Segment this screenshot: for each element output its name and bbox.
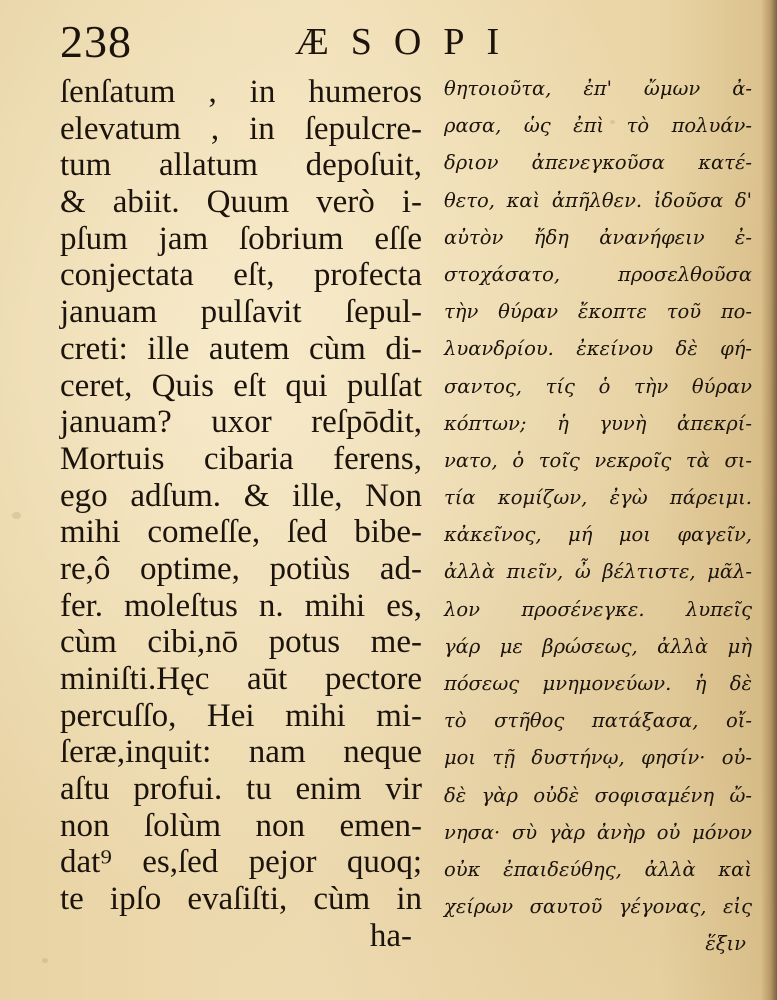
latin-text-line: fer. moleſtus n. mihi es, (60, 587, 422, 624)
greek-text-line: κἀκεῖνος, μή μοι φαγεῖν, (444, 523, 752, 547)
latin-text-line: januam? uxor reſpōdit, (60, 404, 422, 441)
latin-text-line: re,ô optime, potiùs ad- (60, 550, 422, 587)
paper-foxing-spot (12, 512, 21, 519)
latin-text-line: & abiit. Quum verò i- (60, 184, 422, 221)
greek-text-line: χείρων σαυτοῦ γέγονας, εἰς (444, 895, 752, 919)
latin-text-line: ceret, Quis eſt qui pulſat (60, 367, 422, 404)
greek-text-line: νατο, ὁ τοῖς νεκροῖς τὰ σι- (444, 448, 752, 472)
latin-text-line: dat⁹ es,ſed pejor quoq; (60, 844, 422, 881)
greek-text-line: πόσεως μνημονεύων. ἡ δὲ (444, 672, 752, 695)
greek-text-column (444, 70, 752, 963)
greek-text-line: θετο, καὶ ἀπῆλθεν. ἰδοῦσα δ' (444, 188, 752, 212)
greek-text-line: στοχάσατο, προσελθοῦσα (444, 262, 752, 286)
greek-text-line: γάρ με βρώσεως, ἀλλὰ μὴ (444, 634, 752, 658)
greek-text-line: οὐκ ἐπαιδεύθης, ἀλλὰ καὶ (444, 857, 752, 881)
latin-text-line: mihi comeſſe, ſed bibe- (60, 514, 422, 551)
latin-text-line: pſum jam ſobrium eſſe (60, 220, 422, 257)
greek-text-line: ρασα, ὡς ἐπὶ τὸ πολυάν- (444, 114, 752, 138)
latin-text-line: miniſti.Hęc aūt pectore (60, 661, 422, 697)
greek-text-line: μοι τῇ δυστήνῳ, φησίν· οὐ- (444, 746, 752, 770)
latin-text-line: Mortuis cibaria ferens, (60, 440, 422, 477)
greek-text-line: λυανδρίου. ἐκείνου δὲ φή- (444, 337, 752, 361)
latin-text-line: cùm cibi,nō potus me- (60, 624, 422, 661)
greek-text-line: θητοιοῦτα, ἐπ' ὤμων ἀ- (444, 77, 752, 100)
latin-text-line: ego adſum. & ille, Non (60, 477, 422, 514)
paper-foxing-spot (42, 958, 48, 963)
page-header (60, 14, 720, 70)
greek-text-line: τία κομίζων, ἐγὼ πάρειμι. (444, 486, 752, 510)
latin-text-line: elevatum , in ſepulcre- (60, 110, 422, 147)
latin-text-line: percuſſo, Hei mihi mi- (60, 697, 422, 734)
latin-text-line: januam pulſavit ſepul- (60, 294, 422, 331)
greek-text-line: τὸ στῆθος πατάξασα, οἴ- (444, 709, 752, 733)
latin-text-line: tum allatum depoſuit, (60, 147, 422, 184)
latin-text-line: ſeræ,inquit: nam neque (60, 734, 422, 771)
greek-text-line: νησα· σὺ γὰρ ἀνὴρ οὐ μόνον (444, 820, 752, 844)
greek-text-line: δὲ γὰρ οὐδὲ σοφισαμένη ὤ- (444, 783, 752, 807)
latin-text-line: non ſolùm non emen- (60, 807, 422, 844)
greek-catchword: ἕξιν (705, 932, 746, 956)
page-binding-shadow (761, 0, 777, 1000)
greek-text-line: κόπτων; ἡ γυνὴ ἀπεκρί- (444, 411, 752, 435)
latin-text-line: conjectata eſt, profecta (60, 257, 422, 294)
latin-text-line: ſenſatum , in humeros (60, 74, 422, 110)
greek-text-line: τὴν θύραν ἔκοπτε τοῦ πο- (444, 300, 752, 324)
page-number: 238 (60, 16, 132, 67)
greek-text-line: σαντος, τίς ὁ τὴν θύραν (444, 374, 752, 398)
greek-text-line: ἀλλὰ πιεῖν, ὦ βέλτιστε, μᾶλ- (444, 560, 752, 584)
greek-text-line: αὐτὸν ἤδη ἀνανήφειν ἐ- (444, 225, 752, 249)
greek-text-line: λον προσένεγκε. λυπεῖς (444, 597, 752, 621)
greek-text-line: δριον ἀπενεγκοῦσα κατέ- (444, 151, 752, 175)
latin-text-line: creti: ille autem cùm di- (60, 330, 422, 367)
latin-text-column (60, 74, 422, 955)
running-title: ÆSOPI (295, 21, 522, 63)
latin-catchword: ha- (369, 917, 412, 954)
latin-text-line: aſtu profui. tu enim vir (60, 771, 422, 808)
latin-text-line: te ipſo evaſiſti, cùm in (60, 881, 422, 918)
